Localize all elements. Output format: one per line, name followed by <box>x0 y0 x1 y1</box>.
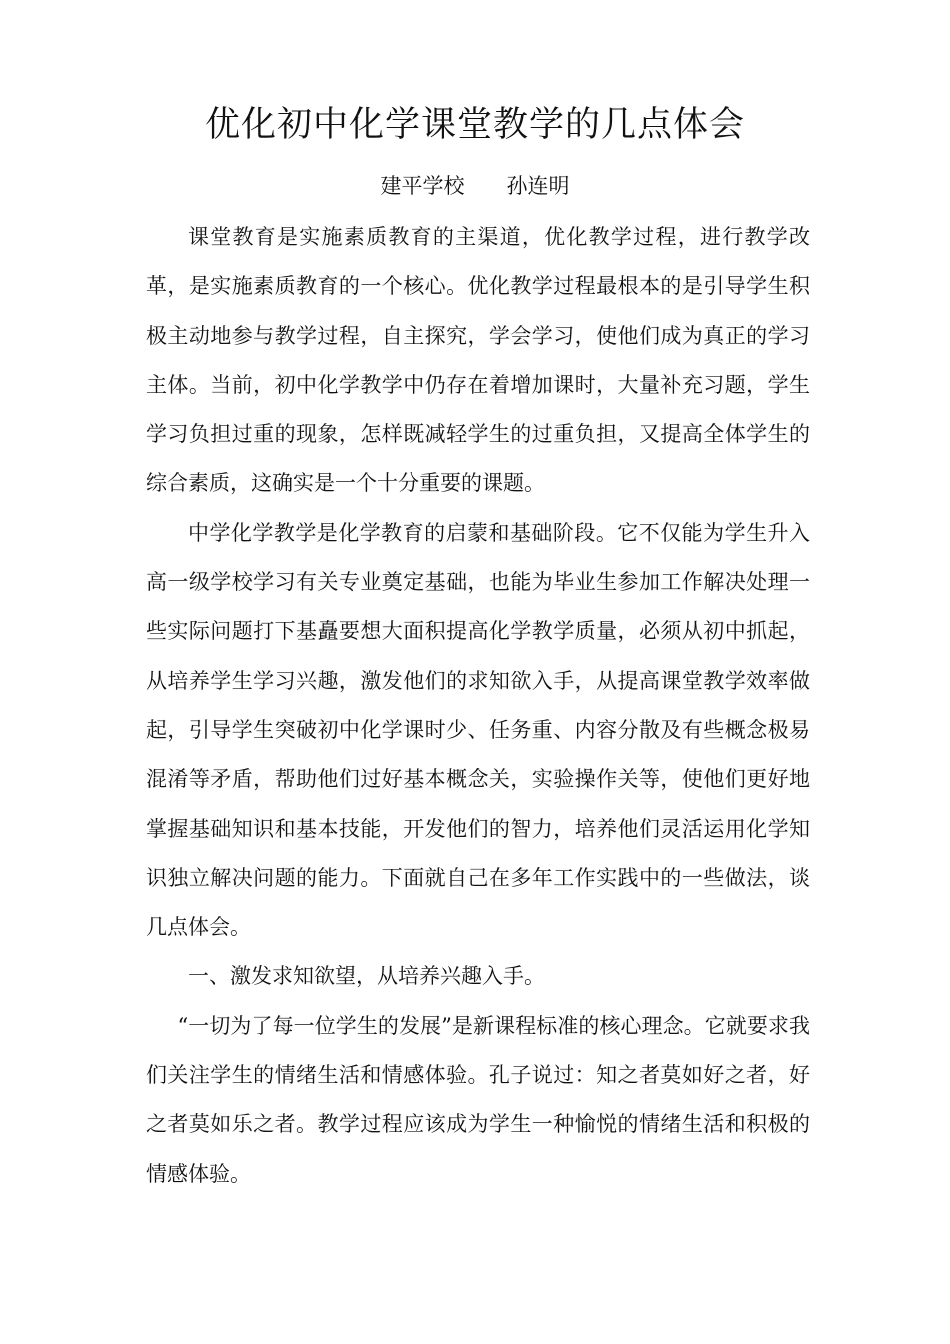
paragraph-2: 中学化学教学是化学教育的启蒙和基础阶段。它不仅能为学生升入高一级学校学习有关专业奠定基础，也能为毕业生参加工作解决处理一些实际问题打下基矗要想大面积提高化学教学质量，必须从初中抓起，从培养学生学习兴趣，激发他们的求知欲入手，从提高课堂教学效率做起，引导学生突破初中化学课时少、任务重、内容分散及有些概念极易混淆等矛盾，帮助他们过好基本概念关，实验操作关等，使他们更好地掌握基础知识和基本技能，开发他们的智力，培养他们灵活运用化学知识独立解决问题的能力。下面就自己在多年工作实践中的一些做法，谈几点体会。 <box>146 520 810 940</box>
section-heading-1: 一、激发求知欲望，从培养兴趣入手。 <box>188 964 545 989</box>
document-title: 优化初中化学课堂教学的几点体会 <box>204 105 745 145</box>
paragraph-3: “一切为了每一位学生的发展”是新课程标准的核心理念。它就要求我们关注学生的情绪生活和情感体验。孔子说过：知之者莫如好之者，好之者莫如乐之者。教学过程应该成为学生一种愉悦的情绪生活和积极的情感体验。 <box>146 1013 810 1186</box>
paragraph-1: 课堂教育是实施素质教育的主渠道，优化教学过程，进行教学改革，是实施素质教育的一个核心。优化教学过程最根本的是引导学生积极主动地参与教学过程，自主探究，学会学习，使他们成为真正的学习主体。当前，初中化学教学中仍存在着增加课时，大量补充习题，学生学习负担过重的现象，怎样既减轻学生的过重负担，又提高全体学生的综合素质，这确实是一个十分重要的课题。 <box>146 225 810 496</box>
document-body <box>146 213 810 1199</box>
author-byline: 建平学校 孙连明 <box>380 174 570 198</box>
